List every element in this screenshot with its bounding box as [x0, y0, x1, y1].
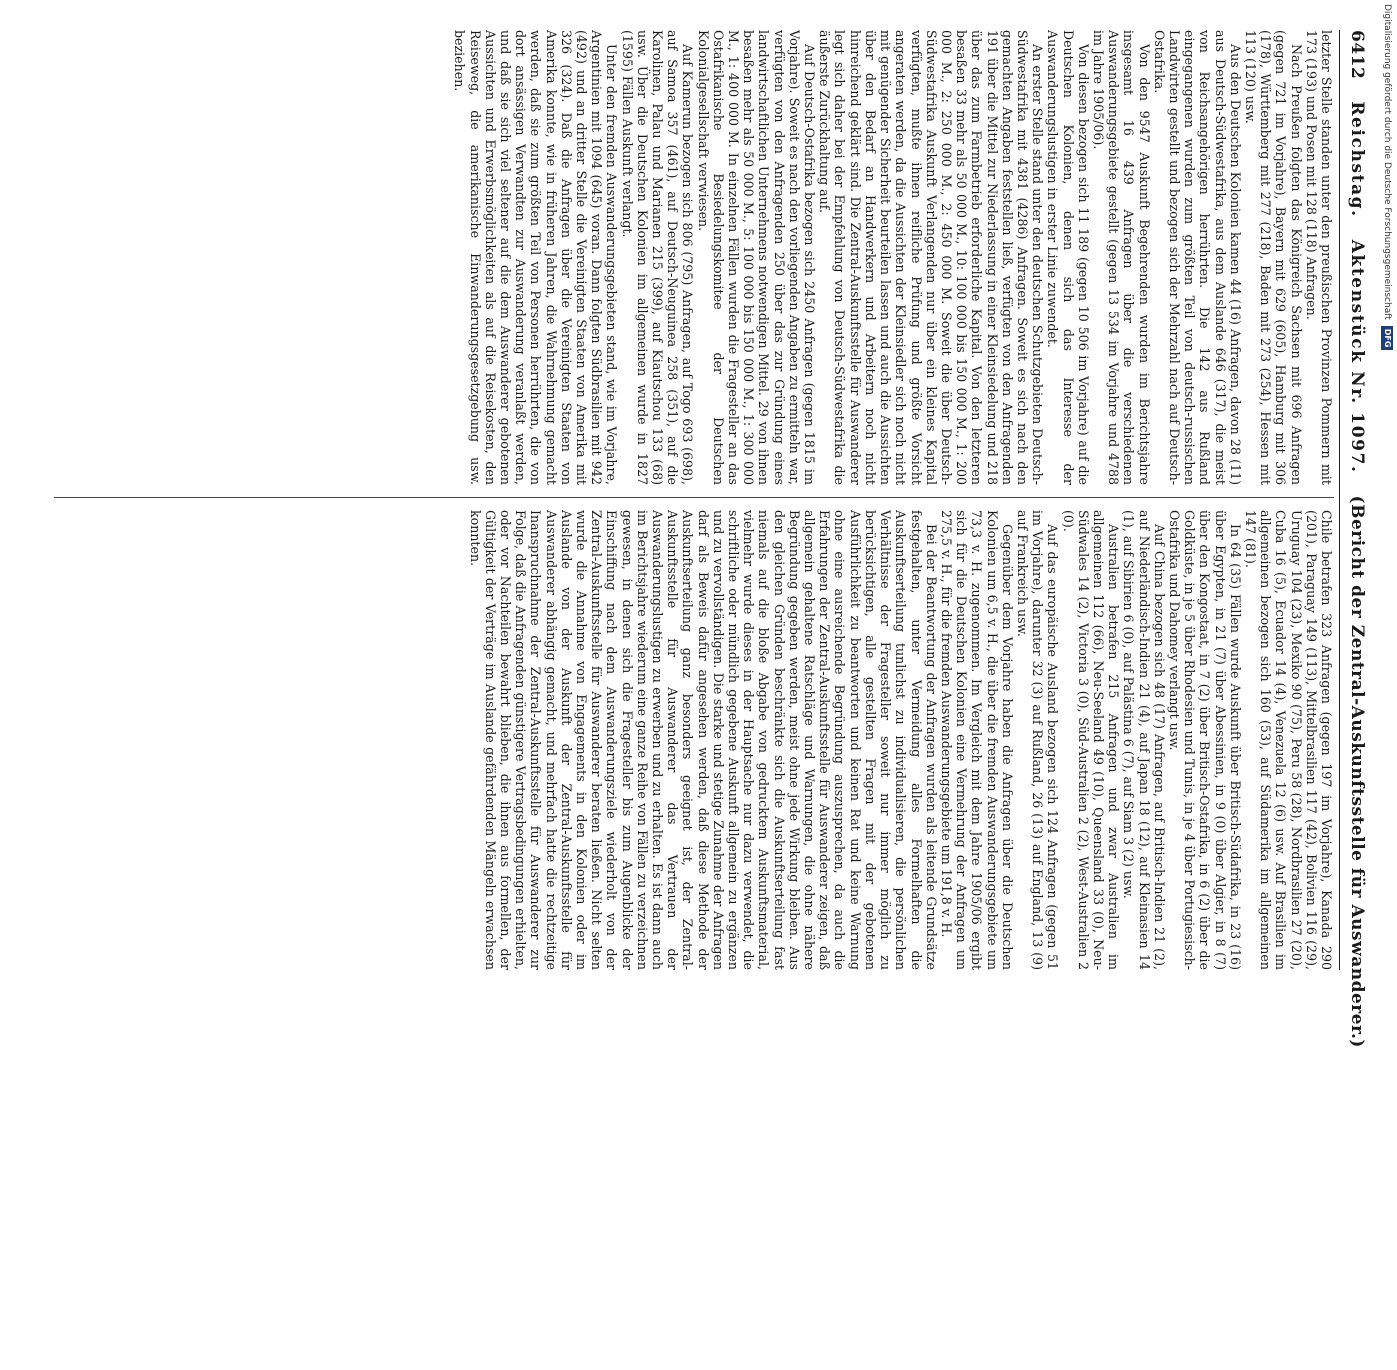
dfg-logo: DFG — [1381, 326, 1393, 351]
paragraph: Auf das europäische Ausland bezogen sich 124 Anfragen (gegen 51 im Vorjahre), darunter 32 (3) auf Rußland, 26 (13) auf England, 13 (9) auf Frankreich usw. — [1014, 510, 1061, 970]
paragraph: Bei der Beantwortung der Anfragen wurden als leitende Grundsätze festgehalten, unter Vermeidung alles Formelhaften die Auskunftserteilung tunlichst zu individualisieren, die persönlichen Verhältnisse der Fragesteller soweit nur immer möglich zu berücksichtigen, alle gestellten Fragen mit der gebotenen Ausführlichkeit zu beantworten und keinen Rat und keine Warnung ohne eine ausreichende Begründung auszusprechen, da auch die Erfahrungen der Zentral-Auskunftsstelle für Auswanderer zeigen, daß allgemein gehaltene Ratschläge und Warnungen, die ohne nähere Begründung gegeben werden, meist ohne jede Wirkung bleiben. Aus den gleichen Gründen beschränkte sich die Auskunftserteilung fast niemals auf die bloße Abgabe von gedrucktem Auskunftsmaterial, vielmehr wurde dieses in der Hauptsache nur dazu verwendet, die schriftliche oder mündlich gegebene Auskunft allgemein zu ergänzen und zu vervollständigen. Die starke und stetige Zunahme der Anfragen darf als Beweis dafür angesehen werden, daß diese Methode der Auskunftserteilung ganz besonders geeignet ist, der Zentral-Auskunftsstelle für Auswanderer das Vertrauen der Auswanderungslustigen zu erwerben und zu erhalten. Es ist dann auch im Berichtsjahre wiederum eine ganze Reihe von Fällen zu verzeichnen gewesen, in denen sich die Fragesteller bis zum Augenblicke der Einschiffung nach dem Auswanderungsziele wiederholt von der Zentral-Auskunftsstelle für Auswanderer beraten ließen. Nicht selten wurde die Annahme von Engagements in den Kolonien oder im Auslande von der Auskunft der Zentral-Auskunftsstelle für Auswanderer abhängig gemacht, und mehrfach hatte die rechtzeitige Inanspruchnahme der Zentral-Auskunftsstelle für Auswanderer zur Folge, daß die Anfragenden günstigere Vertragsbedingungen erhielten, oder vor Nachteilen bewahrt blieben, die ihnen aus formellen, der Gültigkeit der Verträge im Auslande gefährdenden Mängeln erwachsen konnten. — [467, 510, 939, 970]
paragraph: letzter Stelle standen unter den preußischen Provinzen Pommern mit 173 (193) und Posen mit 128 (118) Anfragen. — [1303, 30, 1334, 485]
paragraph: Auf China bezogen sich 48 (17) Anfragen, auf Britisch-Indien 21 (2), auf Niederländisch-Indien 21 (4), auf Japan 18 (12), auf Kleinasien 14 (1), auf Sibirien 6 (0), auf Palästina 6 (7), auf Siam 3 (2) usw. — [1121, 510, 1167, 970]
header-rule — [1339, 30, 1340, 970]
digitization-credit — [1380, 4, 1394, 994]
column-divider — [54, 497, 1334, 498]
document-subtitle: (Bericht der Zentral-Auskunftsstelle für Auswanderer.) — [1347, 495, 1367, 1048]
chamber-name: Reichstag. — [1347, 101, 1367, 218]
paragraph: In 64 (35) Fällen wurde Auskunft über Britisch-Südafrika, in 23 (16) über Egypten, in 21 (7) über Abessinien, in 9 (0) über Algier, in 8 (7) über den Kongostaat, in 7 (2) über Britisch-Ostafrika, in 6 (2) über die Goldküste, in je 5 über Rhodesien und Tunis, in je 4 über Portugiesisch-Ostafrika und Dahomey verlangt usw. — [1166, 510, 1243, 970]
paragraph: Auf Deutsch-Ostafrika bezogen sich 2450 Anfragen (gegen 1815 im Vorjahre). Soweit es nach den vorliegenden Angaben zu ermitteln war, verfügten von den Anfragenden 250 über das zur Gründung eines landwirtschaftlichen Unternehmens notwendigen Mittel. 29 von ihnen besaßen mehr als 50 000 M., 5: 100 000 bis 150 000 M., 1: 300 000 M., 1: 400 000 M. In einzelnen Fällen wurden die Fragesteller an das Ostafrikanische Besiedelungskomitee der Deutschen Kolonialgesellschaft verwiesen. — [695, 30, 818, 485]
document-title: Aktenstück Nr. 1097. — [1347, 239, 1367, 474]
paragraph: Unter den fremden Auswanderungsgebieten stand, wie im Vorjahre, Argentinien mit 1094 (645) voran. Dann folgten Südbrasilien mit 942 (492) und an dritter Stelle die Vereinigten Staaten von Amerika mit 326 (324). Daß die Anfragen über die Vereinigten Staaten von Amerika konnte, wie in früheren Jahren, die Wahrnehmung gemacht werden, daß sie zum größten Teil von Personen herrührten, die von dort ansässigen Verwandten zur Auswanderung veranlaßt werden, und daß sie sich viel seltener auf die dem Auswanderer gebotenen Aussichten und Erwerbsmöglichkeiten als auf die Reisekosten, den Reiseweg, die amerikanische Einwanderungsgesetzgebung usw. beziehen. — [452, 30, 620, 485]
paragraph: Nach Preußen folgten das Königreich Sachsen mit 696 Anfragen (gegen 721 im Vorjahre), Bayern mit 629 (605), Hamburg mit 306 (178), Württemberg mit 277 (218), Baden mit 273 (254), Hessen mit 113 (120) usw. — [1242, 30, 1304, 485]
page-number: 6412 — [1347, 30, 1367, 80]
right-column — [44, 510, 1334, 970]
paragraph: Chile betrafen 323 Anfragen (gegen 197 im Vorjahre), Kanada 290 (201), Paraguay 149 (113), Mittelbrasilien 117 (42), Bolivien 116 (29), Uruguay 104 (23), Mexiko 90 (75), Peru 58 (28), Nordbrasilien 27 (20), Cuba 16 (5), Ecuador 14 (4), Venezuela 12 (6) usw. Auf Brasilien im allgemeinen bezogen sich 160 (53), auf Südamerika im allgemeinen 147 (81). — [1242, 510, 1334, 970]
credit-text: Digitalisierung gefördert durch die Deutsche Forschungsgemeinschaft — [1382, 4, 1392, 320]
page-header — [1340, 30, 1374, 1048]
paragraph: Von diesen bezogen sich 11 189 (gegen 10 506 im Vorjahre) auf die Deutschen Kolonien, denen sich das Interesse der Auswanderungslustigen in erster Linie zuwendet. — [1045, 30, 1091, 485]
paragraph: Gegenüber dem Vorjahre haben die Anfragen über die Deutschen Kolonien um 6,5 v. H., die über die fremden Auswanderungsgebiete um 73,3 v. H. zugenommen. Im Vergleich mit dem Jahre 1905/06 ergibt sich für die Deutschen Kolonien eine Vermehrung der Anfragen um 275,5 v. H., für die fremden Auswanderungsgebiete um 191,8 v. H. — [938, 510, 1015, 970]
paragraph: Auf Kamerun bezogen sich 806 (795) Anfragen, auf Togo 693 (698), auf Samoa 357 (461), auf Deutsch-Neuguinea 258 (351), auf die Karolinen, Palau und Marianen 215 (399), auf Kiautschou 133 (68) usw. Über die Deutschen Kolonien im allgemeinen wurde in 1827 (1595) Fällen Auskunft verlangt. — [619, 30, 696, 485]
paragraph: Von den 9547 Auskunft Begehrenden wurden im Berichtsjahre insgesamt 16 439 Anfragen über die verschiedenen Auswanderungsgebiete gestellt (gegen 13 534 im Vorjahre und 4788 im Jahre 1905/06). — [1090, 30, 1152, 485]
paragraph: Australien betrafen 215 Anfragen und zwar Australien im allgemeinen 112 (66), Neu-Seeland 49 (10), Queensland 33 (0), Neu-Südwales 14 (2), Victoria 3 (0), Süd-Australien 2 (2), West-Australien 2 (0). — [1060, 510, 1122, 970]
rotated-document-page — [34, 30, 1374, 1048]
scanned-page-area — [82, 30, 1367, 1370]
left-column — [44, 30, 1334, 485]
paragraph: Aus den Deutschen Kolonien kamen 44 (16) Anfragen, davon 28 (11) aus Deutsch-Südwestafrika, aus dem Auslande 646 (317), die meist von Reichsangehörigen herrührten. Die 142 aus Rußland eingegangenen wurden zum größten Teil von deutsch-russischen Landwirten gestellt und bezogen sich der Mehrzahl nach auf Deutsch-Ostafrika. — [1151, 30, 1243, 485]
paragraph: An erster Stelle stand unter den deutschen Schutzgebieten Deutsch-Südwestafrika mit 4381 (4286) Anfragen. Soweit es sich nach den gemachten Angaben feststellen ließ, verfügten von den Anfragenden 191 über die Mittel zur Niederlassung in einer Kleinsiedelung und 218 über das zum Farmbetrieb erforderliche Kapital. Von den letzteren besaßen 33 mehr als 50 000 M., 10: 100 000 bis 150 000 M., 1: 200 000 M., 2: 250 000 M., 2: 450 000 M. Soweit die über Deutsch-Südwestafrika Auskunft Verlangenden nur über ein kleines Kapital verfügten, mußte ihnen reifliche Prüfung und größte Vorsicht angeraten werden, da die Aussichten der Kleinsiedler sich noch nicht mit genügender Sicherheit beurteilen lassen und auch die Aussichten über den Bedarf an Handwerkern und Arbeitern noch nicht hinreichend geklärt sind. Die Zentral-Auskunftsstelle für Auswanderer legt sich daher bei der Empfehlung von Deutsch-Südwestafrika die äußerste Zurückhaltung auf. — [817, 30, 1046, 485]
